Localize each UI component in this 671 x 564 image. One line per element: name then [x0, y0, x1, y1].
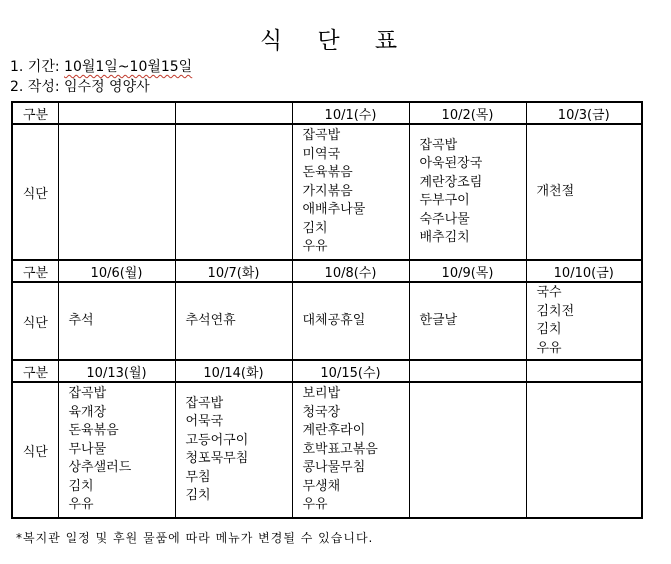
menu-cell: [175, 124, 292, 260]
menu-item: 우유: [536, 340, 562, 356]
menu-item: 추석연휴: [185, 312, 236, 328]
menu-cell: [409, 282, 526, 360]
author-value: 임수정 영양사: [64, 79, 150, 95]
date-cell: 10/3(금): [526, 102, 642, 124]
date-cell: 10/6(월): [58, 260, 175, 282]
footnote: *복지관 일정 및 후원 물품에 따라 메뉴가 변경될 수 있습니다.: [16, 531, 374, 545]
menu-item: 무나물: [68, 441, 107, 457]
menu-item: 콩나물무침: [302, 460, 366, 476]
menu-item: 상추샐러드: [68, 460, 132, 476]
menu-item: 우유: [302, 239, 328, 255]
menu-item: 미역국: [302, 146, 341, 162]
date-cell: [409, 360, 526, 382]
date-cell: 10/10(금): [526, 260, 642, 282]
menu-item: 아욱된장국: [419, 156, 483, 171]
menu-item: 김치: [302, 220, 328, 236]
date-cell: [526, 360, 642, 382]
week-1-header-row: [12, 102, 642, 124]
menu-item: 가지볶음: [302, 183, 353, 199]
date-cell: 10/14(화): [175, 360, 292, 382]
menu-cell: [292, 382, 409, 518]
menu-item: 김치전: [536, 303, 575, 319]
menu-item: 잡곡밥: [302, 128, 341, 144]
menu-item: 계란장조림: [419, 174, 483, 190]
menu-item: 호박표고볶음: [302, 441, 378, 457]
week-1-menu-row: [12, 124, 642, 260]
header-label: 구분: [12, 360, 58, 382]
menu-cell: [292, 124, 409, 260]
menu-item: 김치: [68, 478, 94, 494]
menu-item: 한글날: [419, 312, 458, 328]
menu-item: 대체공휴일: [302, 312, 366, 328]
menu-item: 잡곡밥: [68, 386, 107, 402]
week-2-menu-row: [12, 282, 642, 360]
menu-item: 돈육볶음: [68, 423, 119, 439]
menu-item: 청포묵무침: [185, 451, 249, 466]
menu-table: [11, 101, 643, 519]
menu-item: 김치: [185, 488, 211, 503]
menu-item: 우유: [302, 497, 328, 513]
menu-item: 계란후라이: [302, 423, 366, 439]
menu-item: 잡곡밥: [419, 137, 458, 153]
menu-item: 육개장: [68, 404, 107, 420]
row-label: 식단: [12, 282, 58, 360]
date-cell: 10/1(수): [292, 102, 409, 124]
menu-cell: [409, 124, 526, 260]
menu-item: 두부구이: [419, 193, 470, 208]
menu-item: 국수: [536, 285, 562, 300]
row-label: 식단: [12, 382, 58, 518]
menu-item: 우유: [68, 497, 94, 513]
menu-item: 무침: [185, 469, 211, 485]
period-label: 1. 기간:: [10, 59, 65, 75]
menu-item: 무생채: [302, 478, 341, 494]
menu-item: 어묵국: [185, 414, 224, 429]
date-cell: 10/8(수): [292, 260, 409, 282]
menu-item: 애배추나물: [302, 202, 366, 218]
row-label: 식단: [12, 124, 58, 260]
menu-item: 고등어구이: [185, 432, 249, 448]
menu-item: 청국장: [302, 404, 341, 420]
week-3-menu-row: [12, 382, 642, 518]
menu-item: 보리밥: [302, 386, 341, 402]
author-label: 2. 작성:: [10, 79, 65, 95]
date-cell: 10/9(목): [409, 260, 526, 282]
date-cell: [58, 102, 175, 124]
menu-cell: [175, 382, 292, 518]
menu-cell: [58, 282, 175, 360]
week-3-header-row: [12, 360, 642, 382]
menu-cell: [58, 124, 175, 260]
week-2-header-row: [12, 260, 642, 282]
menu-cell: [175, 282, 292, 360]
menu-cell: [292, 282, 409, 360]
period-value: 10월1일~10월15일: [64, 59, 193, 75]
menu-item: 추석: [68, 312, 94, 328]
author-info: [10, 78, 150, 96]
menu-cell: [58, 382, 175, 518]
menu-item: 김치: [536, 322, 562, 337]
date-cell: 10/15(수): [292, 360, 409, 382]
menu-cell: [409, 382, 526, 518]
menu-cell: [526, 382, 642, 518]
menu-item: 숙주나물: [419, 211, 470, 227]
menu-item: 잡곡밥: [185, 395, 224, 411]
header-label: 구분: [12, 102, 58, 124]
header-label: 구분: [12, 260, 58, 282]
date-cell: 10/7(화): [175, 260, 292, 282]
period-info: [10, 58, 192, 76]
menu-item: 개천절: [536, 183, 575, 199]
date-cell: [175, 102, 292, 124]
page-title: 식 단 표: [259, 28, 412, 54]
date-cell: 10/2(목): [409, 102, 526, 124]
menu-item: 돈육볶음: [302, 165, 353, 181]
menu-item: 배추김치: [419, 230, 470, 245]
menu-cell: [526, 124, 642, 260]
date-cell: 10/13(월): [58, 360, 175, 382]
menu-cell: [526, 282, 642, 360]
